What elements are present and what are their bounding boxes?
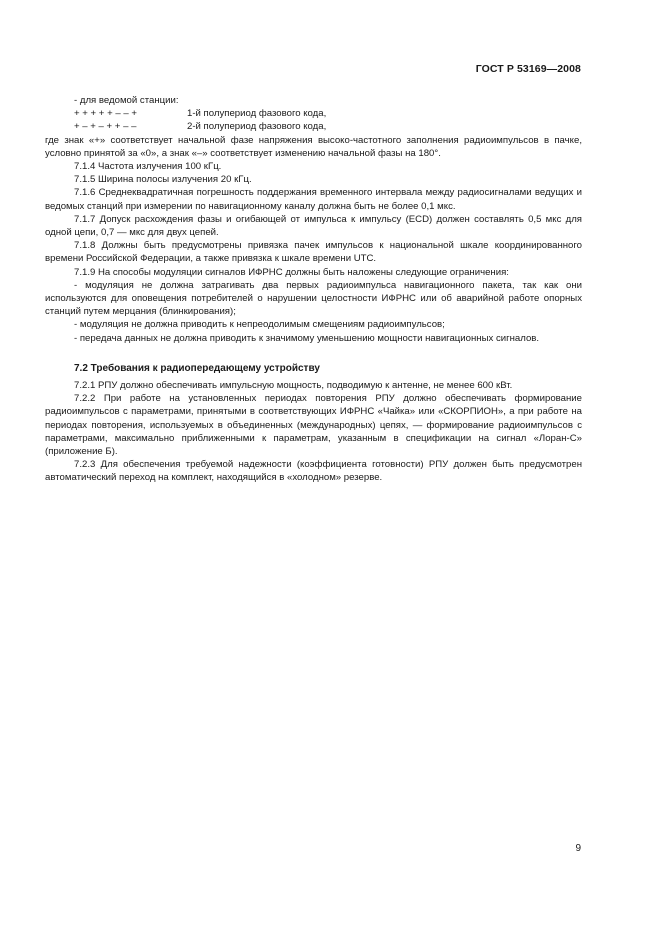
paragraph: 7.1.6 Среднеквадратичная погрешность поддержания временного интервала между радиосигналами ведущих и ведомых станций при измерении по навигационному каналу должна быть не более 0,1 мкс. bbox=[45, 187, 582, 212]
page-number: 9 bbox=[575, 843, 581, 854]
phase-code: + – + – + + – – bbox=[74, 121, 137, 133]
paragraph: 7.1.9 На способы модуляции сигналов ИФРНС должны быть наложены следующие ограничения: bbox=[74, 266, 509, 278]
paragraph: 7.1.8 Должны быть предусмотрены привязка пачек импульсов к национальной шкале координированного времени Российской Федерации, а также привязка к шкале времени UTC. bbox=[45, 240, 582, 265]
document-body bbox=[45, 94, 582, 485]
list-item: - модуляция не должна приводить к непреодолимым смещениям радиоимпульсов; bbox=[74, 319, 445, 331]
intro-line: - для ведомой станции: bbox=[74, 95, 179, 106]
paragraph: 7.1.4 Частота излучения 100 кГц. bbox=[74, 161, 222, 173]
paragraph: 7.1.7 Допуск расхождения фазы и огибающей от импульса к импульсу (ECD) должен составлять 0,5 мкс для одной цепи, 0,7 — мкс для двух цепей. bbox=[45, 213, 582, 239]
phase-code-label: 2-й полупериод фазового кода, bbox=[187, 121, 327, 133]
standard-header: ГОСТ Р 53169—2008 bbox=[475, 63, 581, 75]
paragraph: 7.1.5 Ширина полосы излучения 20 кГц. bbox=[74, 174, 252, 186]
section-title: 7.2 Требования к радиопередающему устройству bbox=[74, 362, 320, 374]
list-item: - передача данных не должна приводить к значимому уменьшению мощности навигационных сигналов. bbox=[74, 332, 540, 344]
paragraph: 7.2.2 При работе на установленных периодах повторения РПУ должно обеспечивать формирование радиоимпульсов с параметрами, принятыми в соответствующих ИФРНС «Чайка» или «СКОРПИОН», а при работе на периодах повторения, используемых в объединенных (международных) цепях, — формирование радиоимпульсов с параметрами, максимально приближенными к параметрам, указанным в спецификации на сигнал «Лоран-С» (приложение Б). bbox=[45, 393, 582, 458]
phase-code-line bbox=[45, 107, 582, 120]
phase-code-label: 1-й полупериод фазового кода, bbox=[187, 108, 327, 120]
phase-code-line bbox=[45, 120, 582, 133]
paragraph: 7.2.3 Для обеспечения требуемой надежности (коэффициента готовности) РПУ должен быть предусмотрен автоматический переход на комплект, находящийся в «холодном» резерве. bbox=[45, 459, 582, 484]
list-item: - модуляция не должна затрагивать два первых радиоимпульса навигационного пакета, так как они используются для оповещения потребителей о нарушении целостности ИФРНС или об аварийной работе опорных станций путем мерцания (блинкирования); bbox=[45, 279, 582, 318]
phase-code: + + + + + – – + bbox=[74, 108, 137, 120]
paragraph: 7.2.1 РПУ должно обеспечивать импульсную мощность, подводимую к антенне, не менее 600 кВт. bbox=[74, 380, 513, 392]
paragraph: где знак «+» соответствует начальной фазе напряжения высоко-частотного заполнения радиоимпульсов в пачке, условно принятой за «0», а знак «–» соответствует изменению начальной фазы на 180°. bbox=[45, 134, 582, 159]
